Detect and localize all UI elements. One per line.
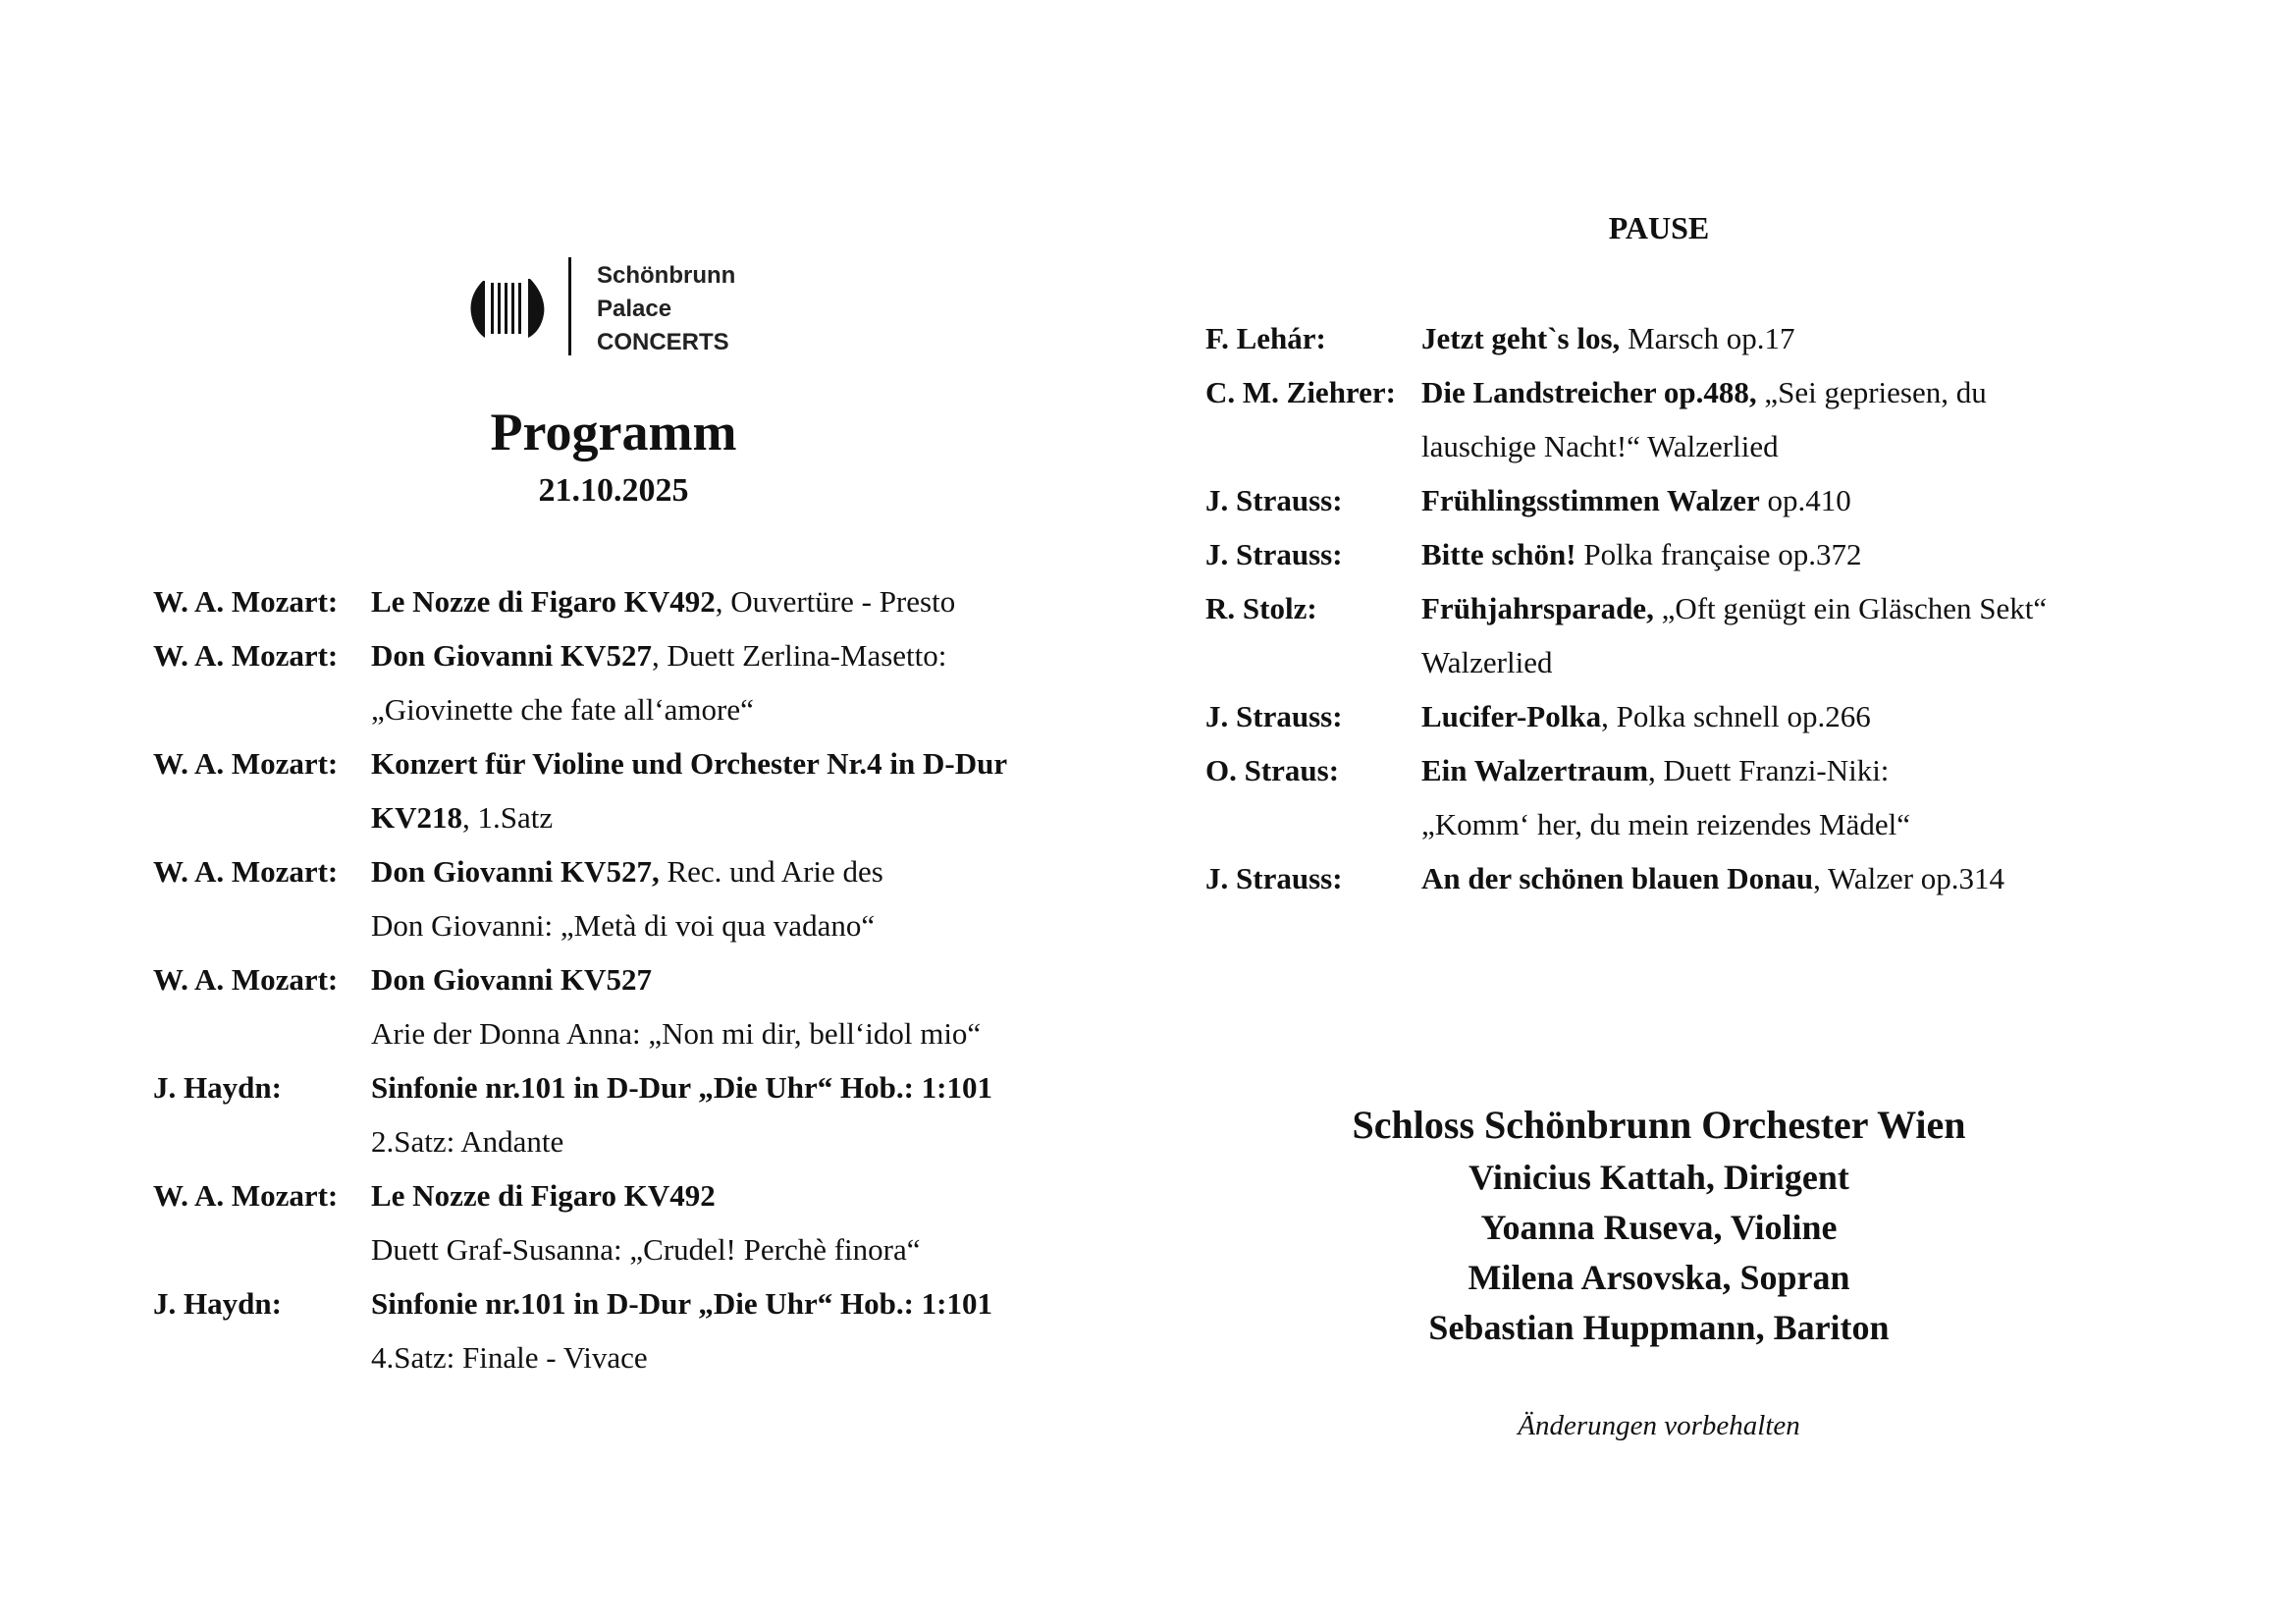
composer-spacer [153,1222,371,1276]
concert-date: 21.10.2025 [538,472,689,509]
composer-name: R. Stolz: [1205,591,1317,625]
work-line [371,736,1095,790]
program-row [1205,581,2187,635]
program-row [1205,365,2187,419]
concert-logo-icon [469,277,546,340]
work-line [1421,689,2187,743]
work-line [1421,473,2187,527]
violinist: Yoanna Ruseva, Violine [1480,1208,1838,1247]
program-row [1205,635,2187,689]
work-detail: , Duett Franzi-Niki: [1648,753,1890,787]
work-line [1421,365,2187,419]
composer-name: W. A. Mozart: [153,584,339,619]
work-title: Die Landstreicher op.488, [1421,375,1757,409]
program-row [153,1168,1095,1222]
composer-name: W. A. Mozart: [153,1178,339,1213]
work-line [371,1222,1095,1276]
program-row [153,790,1095,844]
work-title: Konzert für Violine und Orchester Nr.4 in D-Dur [371,746,1008,781]
work-line [371,1330,1095,1384]
program-row [153,628,1095,682]
work-detail: Polka française op.372 [1575,537,1862,571]
program-row [153,1060,1095,1114]
program-row [1205,743,2187,797]
program-row [153,574,1095,628]
work-detail: Duett Graf-Susanna: „Crudel! Perchè finora“ [371,1232,921,1267]
work-line [371,1114,1095,1168]
work-title: Frühjahrsparade, [1421,591,1654,625]
program-row [1205,797,2187,851]
work-line [371,1006,1095,1060]
composer-spacer [1205,419,1421,473]
work-title: Sinfonie nr.101 in D-Dur „Die Uhr“ Hob.: 1:101 [371,1286,992,1321]
work-line [1421,635,2187,689]
work-title: Frühlingsstimmen Walzer [1421,483,1760,517]
program-row [1205,473,2187,527]
work-line [371,1276,1095,1330]
work-detail: „Komm‘ her, du mein reizendes Mädel“ [1421,807,1911,841]
work-title: Don Giovanni KV527, [371,854,660,889]
composer-name: J. Haydn: [153,1070,282,1105]
work-title: Don Giovanni KV527 [371,638,652,673]
work-title: KV218 [371,800,462,835]
work-line [1421,743,2187,797]
program-row [153,1222,1095,1276]
work-title: Le Nozze di Figaro KV492 [371,584,716,619]
composer-name: W. A. Mozart: [153,854,339,889]
work-line [1421,527,2187,581]
program-row [1205,851,2187,905]
program-row [153,1276,1095,1330]
work-detail: Rec. und Arie des [659,854,883,889]
work-detail: 2.Satz: Andante [371,1124,564,1159]
conductor: Vinicius Kattah, Dirigent [1468,1158,1849,1197]
work-title: Lucifer-Polka [1421,699,1602,733]
composer-name: W. A. Mozart: [153,746,339,781]
work-line [1421,419,2187,473]
program-row [153,1114,1095,1168]
work-detail: „Oft genügt ein Gläschen Sekt“ [1653,591,2048,625]
work-detail: 4.Satz: Finale - Vivace [371,1340,648,1375]
composer-spacer [1205,635,1421,689]
composer-spacer [153,898,371,952]
work-line [1421,797,2187,851]
composer-spacer [153,1114,371,1168]
work-title: Bitte schön! [1421,537,1576,571]
work-detail: Arie der Donna Anna: „Non mi dir, bell‘idol mio“ [371,1016,982,1051]
composer-spacer [153,1006,371,1060]
program-row [153,952,1095,1006]
soprano: Milena Arsovska, Sopran [1468,1258,1850,1297]
work-detail: „Giovinette che fate all‘amore“ [371,692,754,727]
composer-name: F. Lehár: [1205,321,1326,355]
composer-spacer [1205,797,1421,851]
work-title: Ein Walzertraum [1421,753,1649,787]
work-line [371,1060,1095,1114]
program-row [153,1330,1095,1384]
work-detail: , 1.Satz [462,800,554,835]
composer-name: J. Strauss: [1205,699,1343,733]
work-detail: „Sei gepriesen, du [1756,375,1987,409]
work-detail: lauschige Nacht!“ Walzerlied [1421,429,1779,463]
work-line [371,574,1095,628]
work-detail: Walzerlied [1421,645,1553,679]
program-row [1205,311,2187,365]
program-row [153,1006,1095,1060]
work-title: Don Giovanni KV527 [371,962,652,997]
logo [469,257,764,359]
work-detail: , Duett Zerlina-Masetto: [651,638,947,673]
composer-name: W. A. Mozart: [153,962,339,997]
logo-line-2: Palace [597,296,672,322]
work-title: Le Nozze di Figaro KV492 [371,1178,716,1213]
work-detail: op.410 [1759,483,1851,517]
program-second-half [1205,311,2187,905]
program-row [1205,689,2187,743]
logo-wordmark [597,259,735,359]
logo-divider [568,257,571,355]
composer-name: O. Straus: [1205,753,1340,787]
work-line [371,898,1095,952]
composer-name: J. Strauss: [1205,537,1343,571]
program-row [1205,419,2187,473]
work-title: An der schönen blauen Donau [1421,861,1814,895]
work-line [371,628,1095,682]
performers [1266,1098,2052,1353]
work-line [371,844,1095,898]
work-title: Sinfonie nr.101 in D-Dur „Die Uhr“ Hob.: 1:101 [371,1070,992,1105]
program-row [153,682,1095,736]
orchestra-name: Schloss Schönbrunn Orchester Wien [1352,1103,1966,1147]
work-line [371,1168,1095,1222]
page-title: Programm [490,403,737,461]
composer-spacer [153,1330,371,1384]
composer-name: J. Strauss: [1205,483,1343,517]
composer-name: J. Strauss: [1205,861,1343,895]
pause-heading: PAUSE [1608,210,1710,245]
work-detail: , Polka schnell op.266 [1601,699,1871,733]
work-detail: Marsch op.17 [1620,321,1795,355]
baritone: Sebastian Huppmann, Bariton [1428,1308,1890,1347]
program-row [153,844,1095,898]
composer-spacer [153,682,371,736]
work-detail: , Walzer op.314 [1813,861,2005,895]
work-line [371,682,1095,736]
composer-name: W. A. Mozart: [153,638,339,673]
work-line [1421,311,2187,365]
work-line [1421,851,2187,905]
program-row [153,736,1095,790]
work-detail: Don Giovanni: „Metà di voi qua vadano“ [371,908,876,943]
work-line [1421,581,2187,635]
program-row [153,898,1095,952]
changes-note: Änderungen vorbehalten [1518,1410,1800,1441]
composer-spacer [153,790,371,844]
work-line [371,952,1095,1006]
program-row [1205,527,2187,581]
logo-line-3: CONCERTS [597,329,729,355]
work-detail: , Ouvertüre - Presto [715,584,956,619]
logo-line-1: Schönbrunn [597,262,736,289]
work-line [371,790,1095,844]
composer-name: J. Haydn: [153,1286,282,1321]
work-title: Jetzt geht`s los, [1421,321,1621,355]
composer-name: C. M. Ziehrer: [1205,375,1396,409]
program-first-half [153,574,1095,1384]
